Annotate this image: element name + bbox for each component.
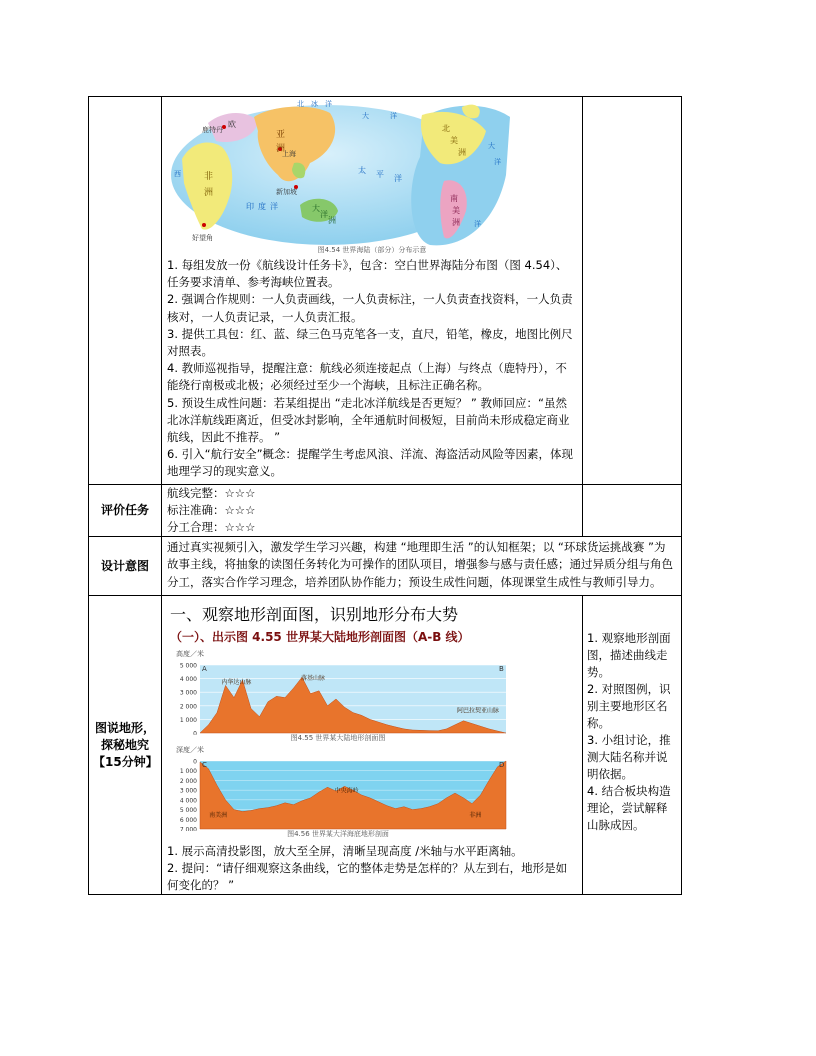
label-na-a: 北 (442, 124, 450, 133)
label-sa-a: 南 (450, 194, 458, 203)
chart2-ytick: 1 000 (179, 768, 197, 776)
chart1-annotation: 内华达山脉 (221, 678, 252, 686)
label-west: 西 (174, 170, 181, 178)
label-africa-a: 非 (204, 172, 214, 182)
step-5: 5. 预设生成性问题：若某组提出 “走北冰洋航线是否更短？ ” 教师回应：“虽然北冰洋航线距离近，但受冰封影响，全年通航时间极短，目前尚未形成稳定商业航线，因此不推荐。 ” (167, 395, 570, 445)
map-caption: 图4.54 世界海陆（部分）分布示意 (317, 246, 427, 254)
chart1-ytick: 1 000 (179, 716, 197, 724)
empty-side-cell (583, 97, 682, 485)
label-indian-c: 洋 (270, 202, 278, 211)
step-2: 2. 强调合作规则：一人负责画线，一人负责标注，一人负责查找资料，一人负责核对，一人负责记录，一人负责汇报。 (167, 292, 573, 324)
chart1-ytick: 2 000 (179, 703, 197, 711)
section-subtitle: （一）、出示图 4.55 世界某大陆地形剖面图（A-B 线） (170, 629, 470, 644)
chart1-svg (168, 657, 508, 735)
chart1-ytick: 3 000 (179, 689, 197, 697)
label-pacific-c: 洋 (394, 174, 402, 183)
chart1-title: 图4.55 世界某大陆地形剖面图 (290, 733, 386, 742)
section-label-cell (89, 595, 162, 895)
label-europe: 欧 (228, 120, 236, 129)
label-cape: 好望角 (192, 234, 213, 242)
label-oceania-a: 大 (312, 204, 320, 213)
student-activity-cell (583, 595, 682, 895)
label-na-c: 洲 (458, 148, 466, 157)
evaluation-cell (162, 484, 583, 537)
empty-label-cell (89, 97, 162, 485)
step-4: 4. 教师巡视指导，提醒注意：航线必须连接起点（上海）与终点（鹿特丹），不能绕行南极或北极；必须经过至少一个海峡，且标注正确名称。 (167, 361, 567, 393)
label-oceania-c: 洲 (328, 216, 336, 225)
label-atlantic-e: 洋 (390, 112, 397, 120)
evaluation-item: 航线完整：☆☆☆ (167, 485, 256, 500)
chart1-endpoint-a: A (202, 664, 207, 673)
step-3: 3. 提供工具包：红、蓝、绿三色马克笔各一支，直尺，铅笔，橡皮，地图比例尺对照表。 (167, 326, 573, 359)
label-singapore: 新加坡 (276, 188, 297, 196)
label-atlantic-s: 洋 (474, 220, 481, 228)
chart2-annotation: 非洲 (469, 811, 482, 819)
label-sa-b: 美 (452, 206, 460, 215)
section-items (162, 843, 582, 895)
student-activity-item: 2. 对照图例，识别主要地形区名称。 (587, 681, 671, 730)
chart2-ytick: 4 000 (179, 797, 197, 805)
chart2-svg (168, 753, 508, 831)
design-cell (162, 537, 682, 596)
chart2-ytick: 0 (193, 758, 197, 766)
label-oceania-b: 洋 (320, 210, 328, 219)
chart1-endpoint-b: B (499, 664, 504, 673)
chart2-annotation: 中央海岭 (334, 787, 359, 795)
chart2-ytick: 3 000 (179, 787, 197, 795)
chart2-ytick: 6 000 (179, 816, 197, 824)
label-indian-a: 印 (246, 202, 254, 211)
chart2-ytick: 5 000 (179, 806, 197, 814)
evaluation-item: 分工合理：☆☆☆ (167, 520, 256, 535)
evaluation-item: 标注准确：☆☆☆ (167, 502, 256, 517)
profile-chart-2 (168, 745, 582, 837)
label-east: 洋 (494, 158, 501, 166)
chart1-ytick: 0 (193, 730, 197, 735)
world-map (162, 97, 582, 257)
label-arctic: 北 冰 洋 (297, 100, 332, 108)
student-activity-list (583, 596, 681, 834)
label-shanghai: 上海 (282, 150, 296, 158)
chart1-annotation: 阿巴拉契亚山脉 (457, 707, 500, 715)
label-gulf: 大 (488, 142, 495, 150)
chart2-endpoint-d: D (499, 760, 505, 769)
student-activity-item: 3. 小组讨论，推测大陆名称并说明依据。 (587, 732, 671, 781)
chart2-title: 图4.56 世界某大洋海底地形剖面 (287, 829, 389, 838)
design-label: 设计意图 (100, 558, 149, 573)
label-asia-a: 亚 (276, 130, 286, 140)
section-item: 1. 展示高清投影图，放大至全屏，清晰呈现高度 /米轴与水平距离轴。 (167, 843, 523, 858)
label-atlantic-w: 大 (362, 112, 369, 120)
chart1-ytick: 4 000 (179, 675, 197, 683)
section-title: 一、观察地形剖面图，识别地形分布大势 (170, 604, 459, 624)
label-sa-c: 洲 (452, 218, 460, 227)
label-africa-b: 洲 (204, 188, 214, 198)
section-item: 2. 提问：“请仔细观察这条曲线，它的整体走势是怎样的？从左到右，地形是如何变化的？ ” (167, 861, 568, 893)
chart2-endpoint-c: C (202, 760, 207, 769)
lesson-table (88, 96, 682, 895)
chart1-annotation: 落基山脉 (300, 674, 325, 682)
chart1-ylabel: 高度／米 (176, 649, 204, 658)
evaluation-list (162, 485, 582, 537)
label-indian-b: 度 (258, 202, 266, 211)
label-na-b: 美 (450, 136, 458, 145)
section-label: 图说地形，探秘地究【15分钟】 (93, 720, 158, 769)
evaluation-label-cell (89, 484, 162, 537)
step-1: 1. 每组发放一份《航线设计任务卡》，包含：空白世界海陆分布图（图 4.54）、任务要求清单、参考海峡位置表。 (167, 258, 568, 290)
student-activity-item: 4. 结合板块构造理论，尝试解释山脉成因。 (587, 783, 671, 832)
section-cell (162, 595, 583, 895)
design-text: 通过真实视频引入，激发学生学习兴趣，构建 “地理即生活 ”的认知框架；以 “环球货运挑战赛 ”为故事主线，将抽象的读图任务转化为可操作的团队项目，增强参与感与责任感；通过异质分组与角色分工，落实合作学习理念，培养团队协作能力；预设生成性问题，体现课堂生成性与教师引导力。 (167, 540, 673, 589)
chart2-annotation: 南美洲 (209, 811, 228, 819)
label-rotterdam: 鹿特丹 (202, 126, 223, 134)
step-6: 6. 引入“航行安全”概念：提醒学生考虑风浪、洋流、海盗活动风险等因素，体现地理学习的现实意义。 (167, 447, 574, 479)
label-asia-b: 洲 (276, 144, 286, 154)
profile-chart-1 (168, 649, 582, 741)
evaluation-label: 评价任务 (100, 502, 149, 517)
label-pacific-a: 太 (358, 166, 366, 175)
steps-list (162, 257, 582, 484)
chart2-ytick: 2 000 (179, 777, 197, 785)
student-activity-item: 1. 观察地形剖面图，描述曲线走势。 (587, 630, 671, 679)
chart2-ylabel: 深度／米 (176, 745, 204, 754)
label-pacific-b: 平 (376, 170, 384, 179)
chart2-ytick: 7 000 (179, 826, 197, 831)
activity-cell (162, 97, 583, 485)
design-label-cell (89, 537, 162, 596)
chart1-ytick: 5 000 (179, 662, 197, 670)
empty-side-cell (583, 484, 682, 537)
world-map-figure (162, 97, 582, 257)
